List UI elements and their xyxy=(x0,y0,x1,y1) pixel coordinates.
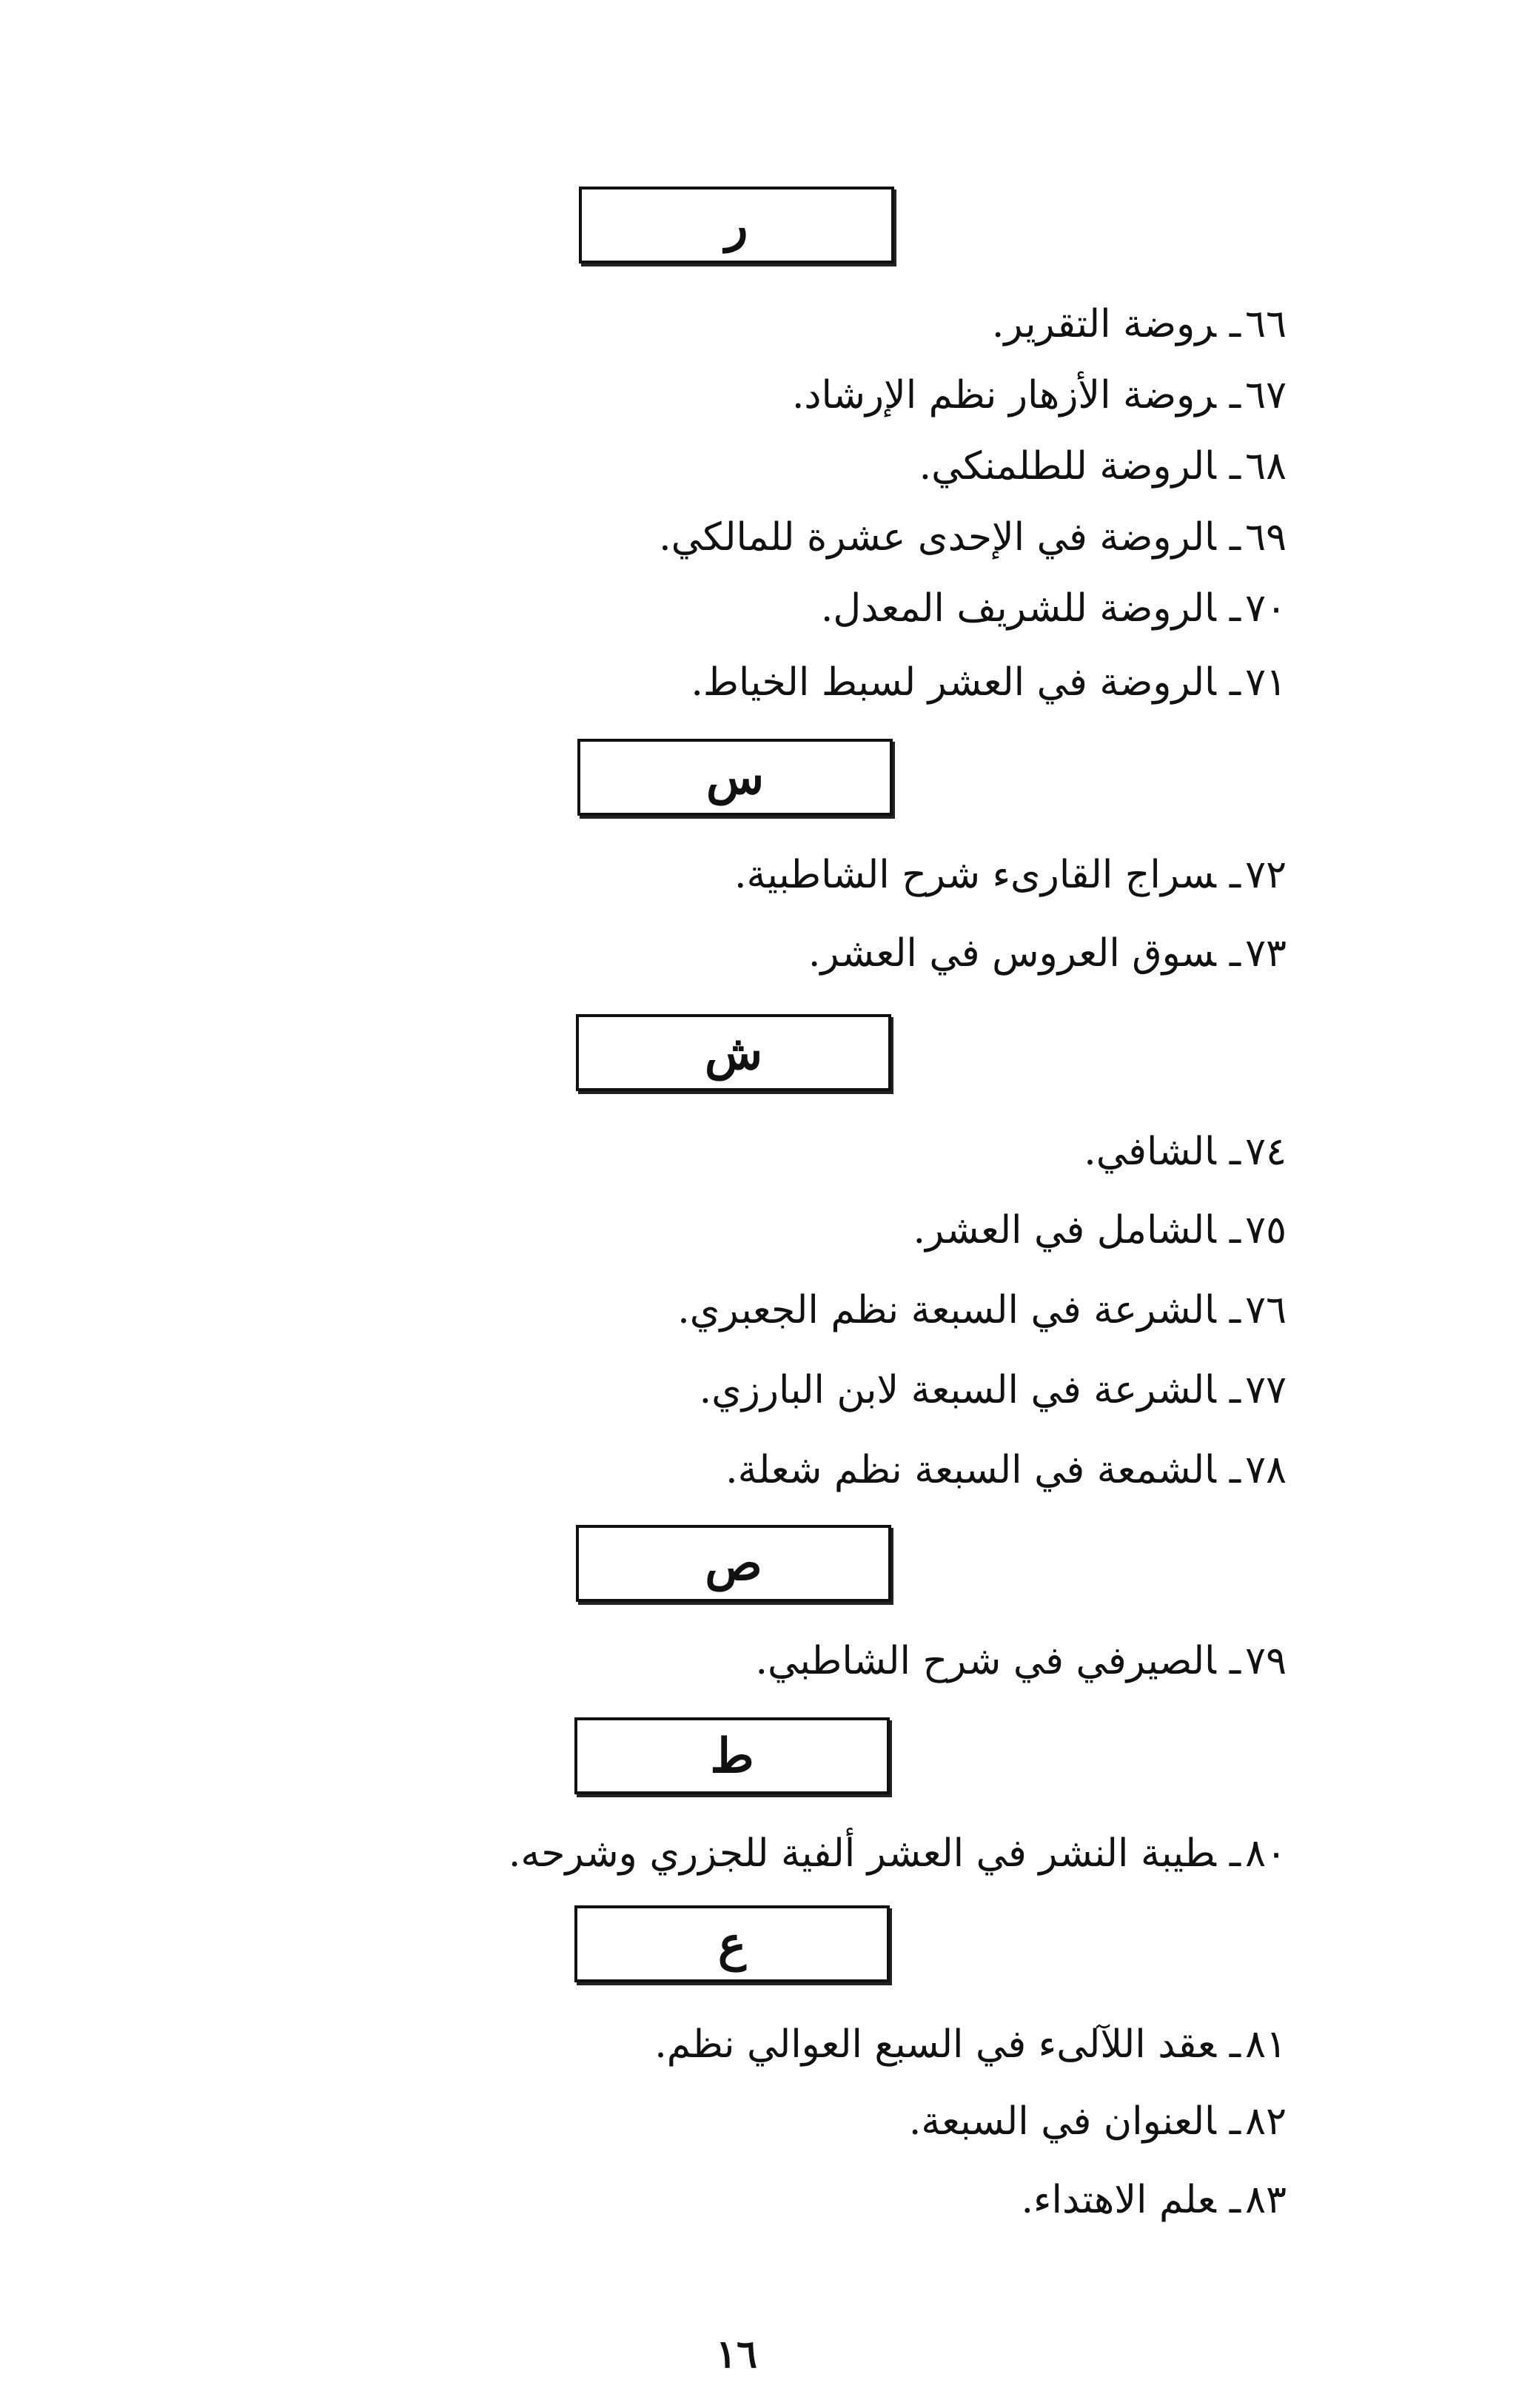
entry-title: الشامل في العشر. xyxy=(913,1208,1216,1252)
section-letter: ط xyxy=(710,1728,754,1784)
entry-title: روضة الأزهار نظم الإرشاد. xyxy=(791,373,1216,417)
entry-number: ٨٢ xyxy=(1245,2099,1287,2144)
list-item: ٦٨ـالروضة للطلمنكي. xyxy=(919,444,1287,489)
entry-title: الشافي. xyxy=(1084,1130,1216,1174)
entry-title: روضة التقرير. xyxy=(991,302,1216,346)
list-item: ٦٦ـروضة التقرير. xyxy=(991,302,1287,346)
entry-number: ٨٠ xyxy=(1245,1831,1287,1876)
entry-number: ٧٩ xyxy=(1245,1639,1287,1683)
entry-title: طيبة النشر في العشر ألفية للجزري وشرحه. xyxy=(508,1831,1216,1876)
list-item: ٧٤ـالشافي. xyxy=(1084,1130,1287,1174)
list-item: ٧١ـالروضة في العشر لسبط الخياط. xyxy=(691,660,1287,705)
entry-number: ٧٤ xyxy=(1245,1130,1287,1174)
entry-number: ٦٦ xyxy=(1245,302,1287,346)
entry-title: سوق العروس في العشر. xyxy=(808,931,1216,976)
entry-number: ٧٦ xyxy=(1245,1288,1287,1332)
list-item: ٨٠ـطيبة النشر في العشر ألفية للجزري وشرحه. xyxy=(508,1831,1287,1876)
list-item: ٧٢ـسراج القارىء شرح الشاطبية. xyxy=(734,853,1287,897)
entry-number: ٧٥ xyxy=(1245,1208,1287,1252)
list-item: ٧٦ـالشرعة في السبعة نظم الجعبري. xyxy=(677,1288,1287,1332)
entry-number: ٧٧ xyxy=(1245,1368,1287,1412)
list-item: ٧٥ـالشامل في العشر. xyxy=(913,1208,1287,1252)
list-item: ٦٩ـالروضة في الإحدى عشرة للمالكي. xyxy=(659,515,1287,560)
list-item: ٧٨ـالشمعة في السبعة نظم شعلة. xyxy=(725,1448,1287,1492)
entry-title: الشمعة في السبعة نظم شعلة. xyxy=(725,1448,1216,1492)
section-letter: ر xyxy=(725,197,748,253)
entry-title: الشرعة في السبعة نظم الجعبري. xyxy=(677,1288,1216,1332)
entry-title: العنوان في السبعة. xyxy=(908,2099,1216,2144)
entry-title: الروضة في العشر لسبط الخياط. xyxy=(691,660,1216,705)
list-item: ٧٠ـالروضة للشريف المعدل. xyxy=(820,586,1287,631)
entry-title: علم الاهتداء. xyxy=(1021,2178,1216,2222)
section-header-shin xyxy=(576,1014,891,1091)
list-item: ٧٧ـالشرعة في السبعة لابن البارزي. xyxy=(699,1368,1287,1412)
entry-title: الصيرفي في شرح الشاطبي. xyxy=(755,1639,1216,1683)
entry-number: ٦٩ xyxy=(1245,515,1287,560)
section-letter: ع xyxy=(717,1916,747,1972)
entry-title: الروضة للشريف المعدل. xyxy=(820,586,1216,631)
list-item: ٨٣ـعلم الاهتداء. xyxy=(1021,2178,1287,2222)
section-letter: ش xyxy=(704,1024,763,1081)
section-header-ayn xyxy=(574,1905,890,1982)
section-header-sin xyxy=(577,739,893,816)
section-letter: س xyxy=(705,749,765,805)
section-header-sad xyxy=(576,1525,891,1602)
list-item: ٧٩ـالصيرفي في شرح الشاطبي. xyxy=(755,1639,1287,1683)
entry-number: ٧٠ xyxy=(1245,586,1287,631)
entry-number: ٦٨ xyxy=(1245,444,1287,489)
entry-number: ٧١ xyxy=(1245,660,1287,705)
entry-title: سراج القارىء شرح الشاطبية. xyxy=(734,853,1216,897)
section-letter: ص xyxy=(705,1535,762,1592)
list-item: ٨٢ـالعنوان في السبعة. xyxy=(908,2099,1287,2144)
entry-title: الروضة للطلمنكي. xyxy=(919,444,1216,489)
entry-number: ٨٣ xyxy=(1245,2178,1287,2222)
entry-title: عقد اللآلىء في السبع العوالي نظم. xyxy=(654,2022,1216,2067)
entry-number: ٧٣ xyxy=(1245,931,1287,976)
entry-title: الشرعة في السبعة لابن البارزي. xyxy=(699,1368,1216,1412)
list-item: ٨١ـعقد اللآلىء في السبع العوالي نظم. xyxy=(654,2022,1287,2067)
section-header-ra xyxy=(579,187,894,264)
entry-number: ٧٨ xyxy=(1245,1448,1287,1492)
section-header-ta xyxy=(574,1717,890,1794)
page-number: ١٦ xyxy=(716,2332,757,2377)
list-item: ٧٣ـسوق العروس في العشر. xyxy=(808,931,1287,976)
list-item: ٦٧ـروضة الأزهار نظم الإرشاد. xyxy=(791,373,1287,417)
entry-title: الروضة في الإحدى عشرة للمالكي. xyxy=(659,515,1216,560)
entry-number: ٧٢ xyxy=(1245,853,1287,897)
entry-number: ٦٧ xyxy=(1245,373,1287,417)
entry-number: ٨١ xyxy=(1245,2022,1287,2067)
